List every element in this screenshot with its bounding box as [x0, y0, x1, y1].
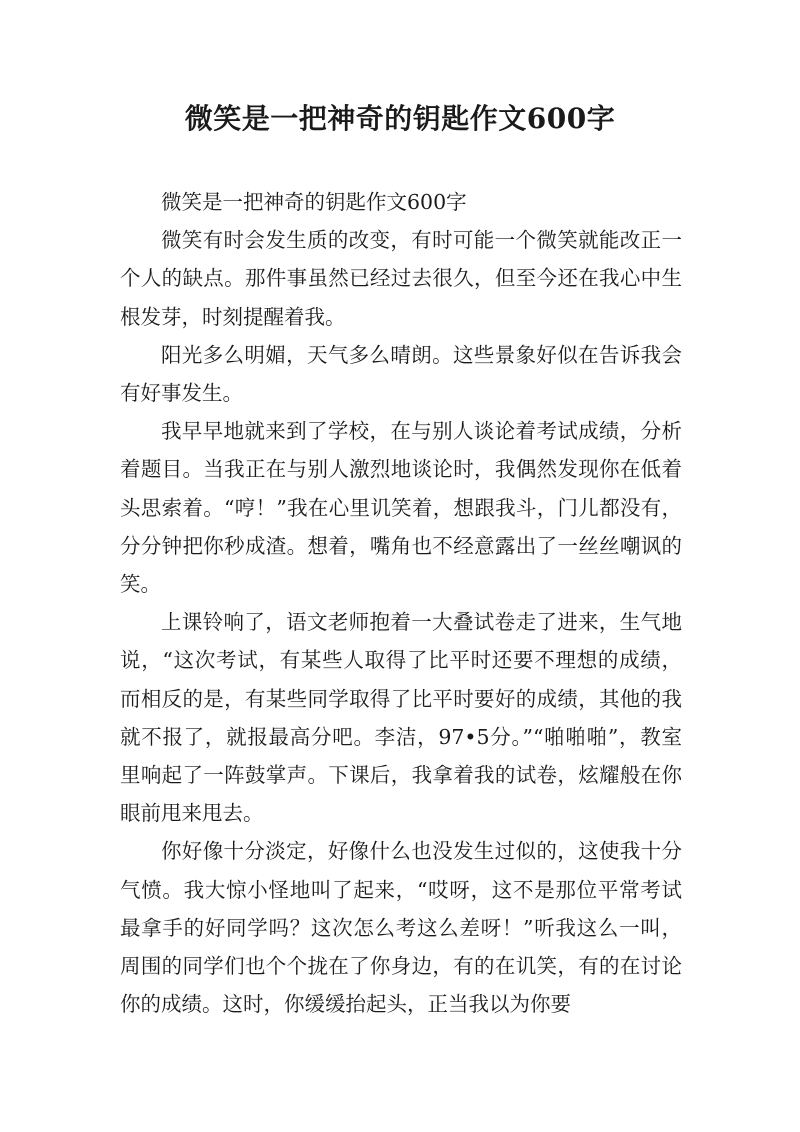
paragraph: 我早早地就来到了学校，在与别人谈论着考试成绩，分析着题目。当我正在与别人激烈地谈论时，我偶然发现你在低着头思索着。“哼！”我在心里讥笑着，想跟我斗，门儿都没有，分分钟把你秒成渣。想着，嘴角也不经意露出了一丝丝嘲讽的笑。	[120, 419, 682, 597]
paragraph: 阳光多么明媚，天气多么晴朗。这些景象好似在告诉我会有好事发生。	[120, 342, 682, 406]
document-title: 微笑是一把神奇的钥匙作文600字	[184, 102, 616, 135]
paragraph-subtitle: 微笑是一把神奇的钥匙作文600字	[161, 190, 467, 214]
paragraph: 微笑有时会发生质的改变，有时可能一个微笑就能改正一个人的缺点。那件事虽然已经过去很久，但至今还在我心中生根发芽，时刻提醒着我。	[120, 228, 682, 329]
document-body	[120, 183, 682, 1023]
paragraph: 上课铃响了，语文老师抱着一大叠试卷走了进来，生气地说，“这次考试，有某些人取得了比平时还要不理想的成绩，而相反的是，有某些同学取得了比平时要好的成绩，其他的我就不报了，就报最高分吧。李洁，97•5分。”“啪啪啪”，教室里响起了一阵鼓掌声。下课后，我拿着我的试卷，炫耀般在你眼前甩来甩去。	[120, 610, 682, 826]
paragraph: 你好像十分淡定，好像什么也没发生过似的，这使我十分气愤。我大惊小怪地叫了起来，“哎呀，这不是那位平常考试最拿手的好同学吗？这次怎么考这么差呀！”听我这么一叫，周围的同学们也个个拢在了你身边，有的在讥笑，有的在讨论你的成绩。这时，你缓缓抬起头，正当我以为你要	[120, 839, 682, 1017]
